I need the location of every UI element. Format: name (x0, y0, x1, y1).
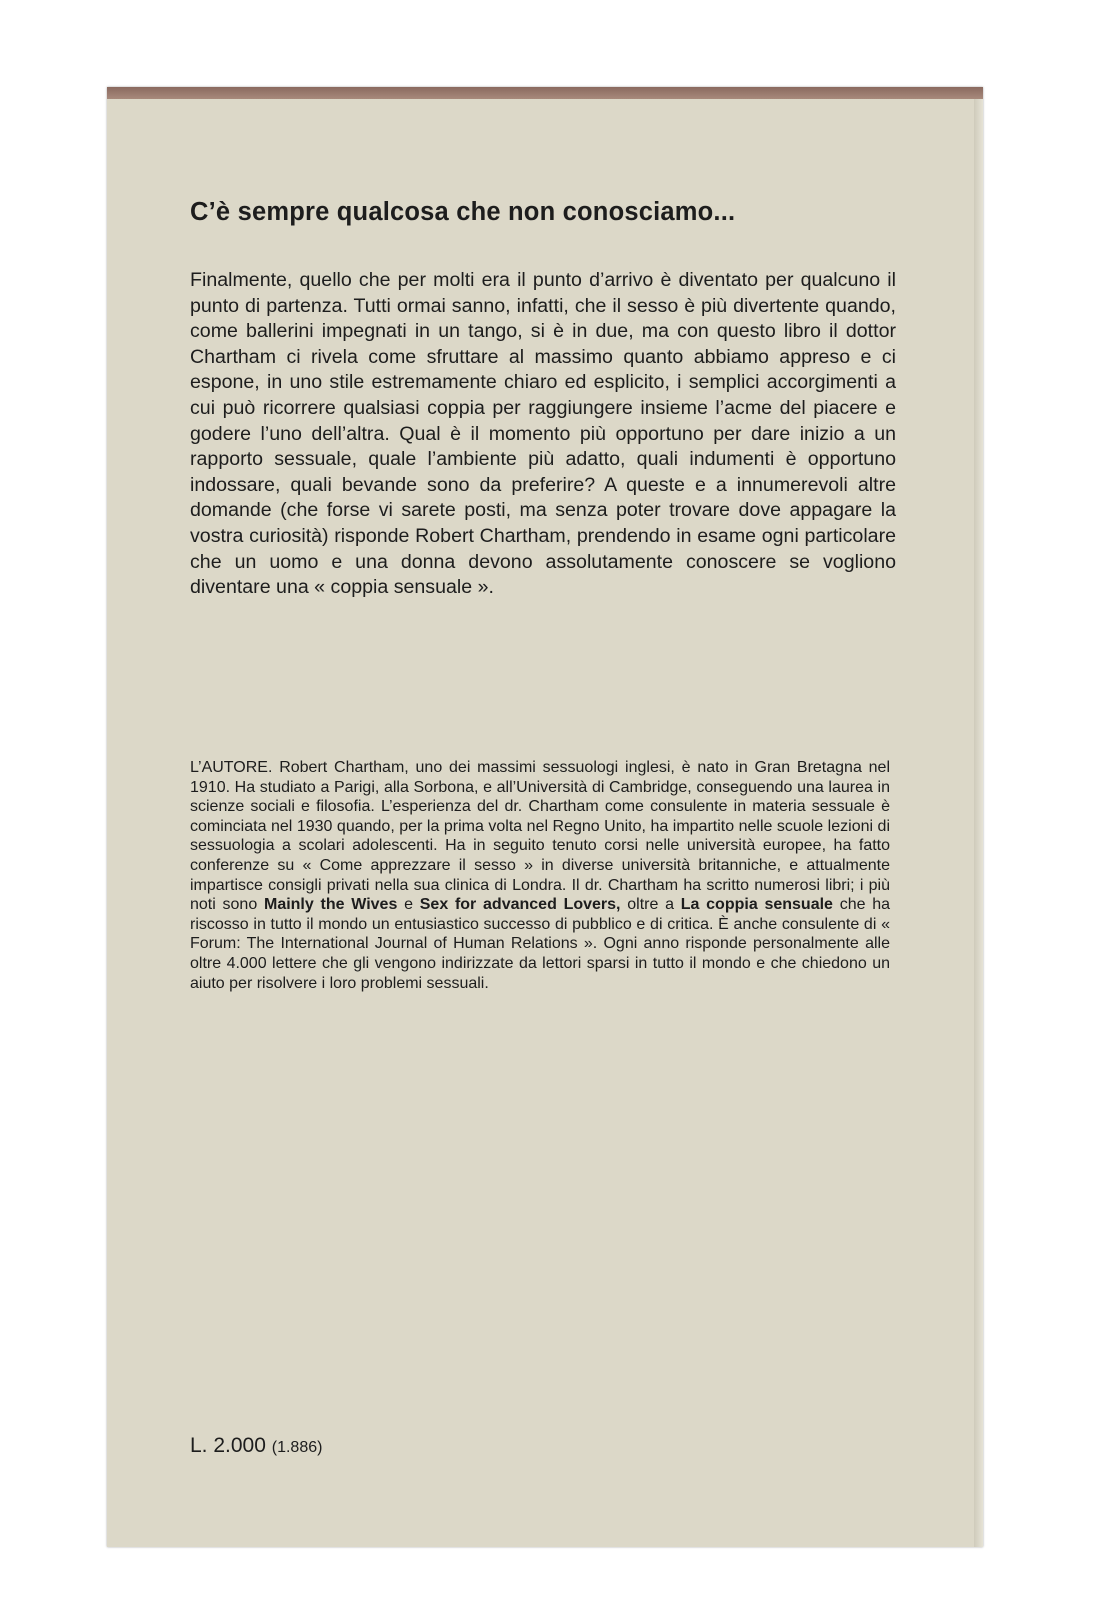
author-bio (190, 758, 890, 993)
author-bio-part3: che ha riscosso in tutto il mondo un entusiastico successo di pubblico e di critica. È anche consulente di « Forum: The International Journal of Human Relations ». Ogni anno risponde personalmente alle oltre 4.000 lettere che gli vengono indirizzate da lettori sparsi in tutto il mondo e che chiedono un aiuto per risolvere i loro problemi sessuali. (190, 896, 891, 992)
blurb-text: Finalmente, quello che per molti era il punto d’arrivo è diventato per qualcuno il punto di partenza. Tutti ormai sanno, infatti, che il sesso è più divertente quando, come ballerini impegnati in un tango, si è in due, ma con questo libro il dottor Chartham ci rivela come sfruttare al massimo quanto abbiamo appreso e ci espone, in uno stile estremamente chiaro ed esplicito, i semplici accorgimenti a cui può ricorrere qualsiasi coppia per raggiungere insieme l’acme del piacere e godere l’uno dell’altra. Qual è il momento più opportuno per dare inizio a un rapporto sessuale, quale l’ambiente più adatto, quali indumenti è opportuno indossare, quali bevande sono da preferire? A queste e a innumerevoli altre domande (che forse vi sarete posti, ma senza poter trovare dove appagare la vostra curiosità) risponde Robert Chartham, prendendo in esame ogni particolare che un uomo e una donna devono assolutamente conoscere se vogliono diventare una « coppia sensuale ». (190, 269, 896, 599)
book-title-la-coppia-sensuale: La coppia sensuale (680, 896, 833, 914)
author-bio-joiner: e (397, 896, 420, 914)
book-title-sex-for-advanced-lovers: Sex for advanced Lovers, (419, 896, 621, 914)
headline: C’è sempre qualcosa che non conosciamo... (190, 198, 736, 226)
book-title-mainly-the-wives: Mainly the Wives (263, 896, 398, 914)
author-bio-part1: L’AUTORE. Robert Chartham, uno dei massimi sessuologi inglesi, è nato in Gran Bretagna nel 1910. Ha studiato a Parigi, alla Sorbona, e all’Università di Cambridge, conseguendo una laurea in scienze sociali e filosofia. L’esperienza del dr. Chartham come consulente in materia sessuale è cominciata nel 1930 quando, per la prima volta nel Regno Unito, ha impartito nelle scuole lezioni di sessuologia a scolari adolescenti. Ha in seguito tenuto corsi nelle università europee, ha fatto conferenze su « Come apprezzare il sesso » in diverse università britanniche, e attualmente impartisce consigli privati nella sua clinica di Londra. Il dr. Chartham ha scritto numerosi libri; i più noti sono (190, 759, 890, 914)
price-value: L. 2.000 (190, 1434, 266, 1457)
price-secondary: (1.886) (271, 1439, 323, 1456)
page-block-edge (974, 99, 983, 1547)
author-bio-part2: oltre a (620, 896, 681, 914)
cover-top-edge (107, 87, 983, 99)
price-label (190, 1434, 890, 1458)
